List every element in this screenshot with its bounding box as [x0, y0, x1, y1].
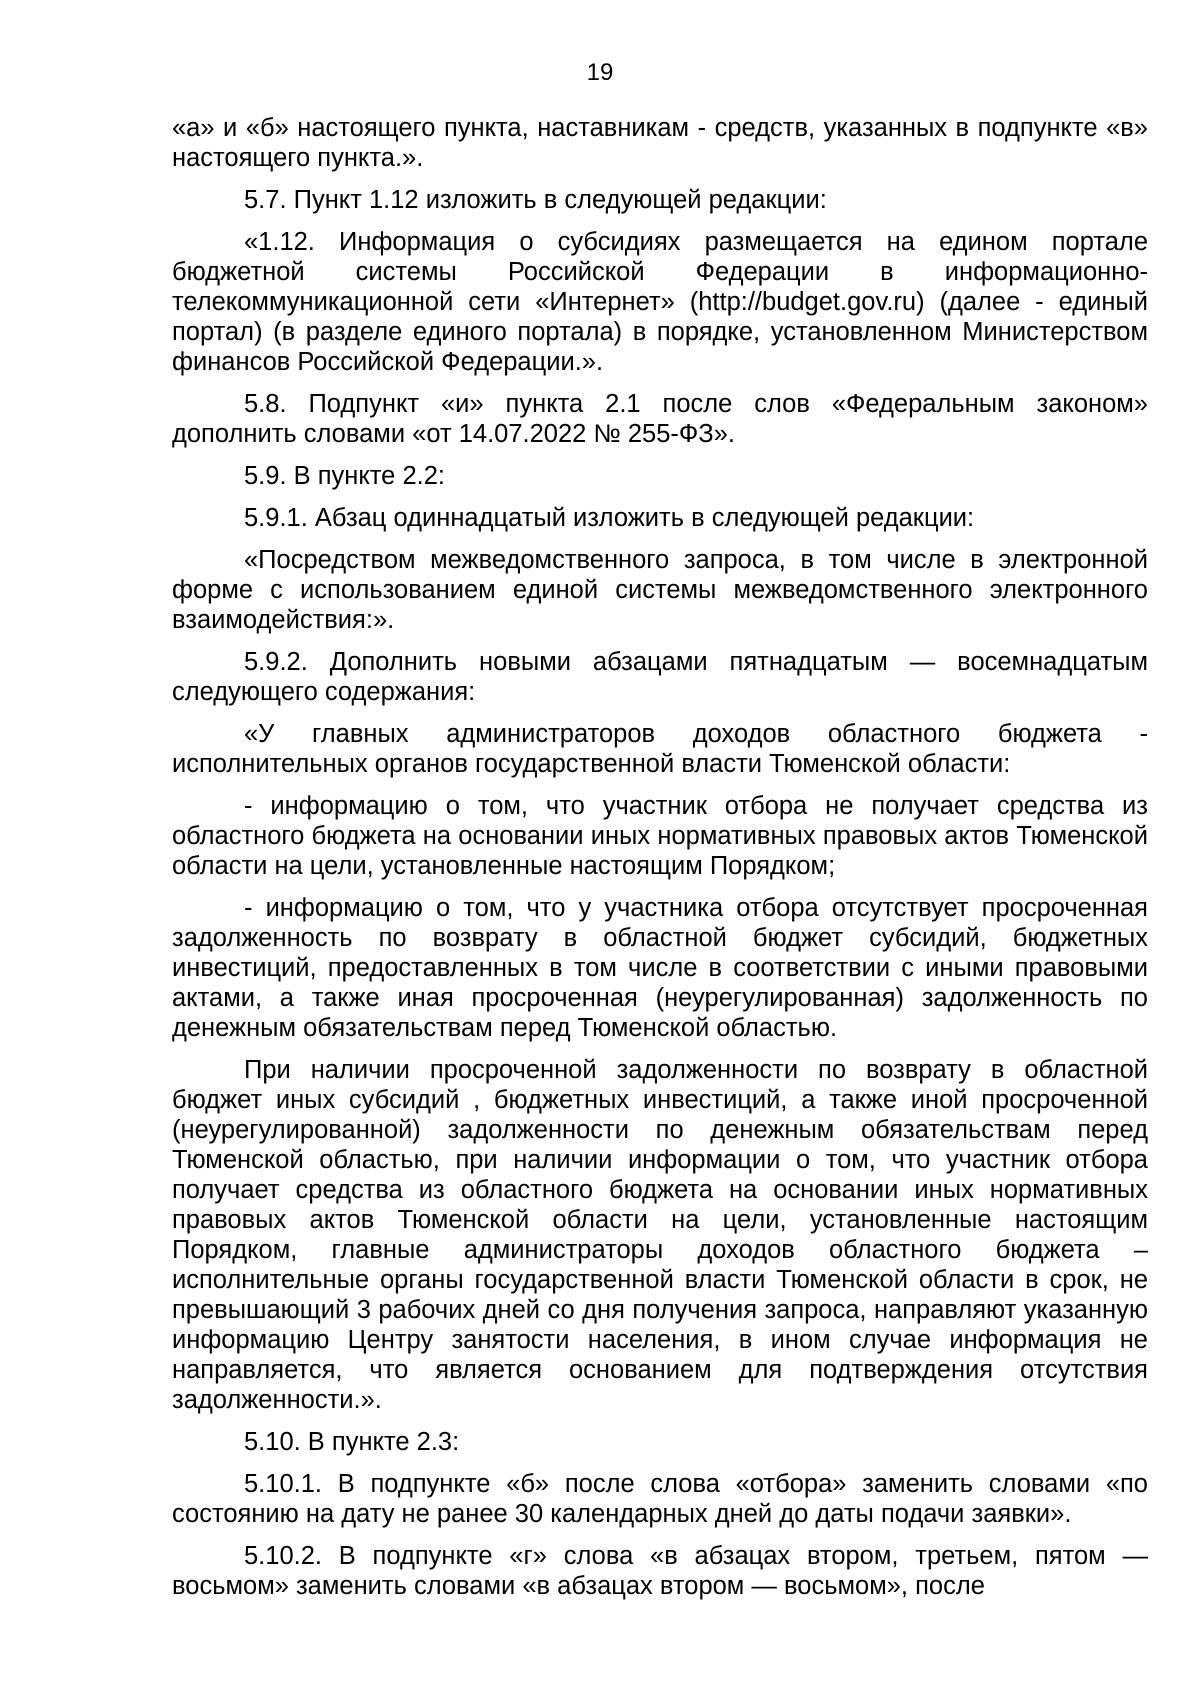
- paragraph-5-8: 5.8. Подпункт «и» пункта 2.1 после слов «Федеральным законом» дополнить словами «от 14.07.2022 № 255-ФЗ».: [172, 390, 1148, 448]
- paragraph-5-10-2: 5.10.2. В подпункте «г» слова «в абзацах втором, третьем, пятом — восьмом» заменить словами «в абзацах втором — восьмом», после: [172, 1542, 1148, 1600]
- paragraph-bullet-debt-info: - информацию о том, что у участника отбора отсутствует просроченная задолженность по возврату в областной бюджет субсидий, бюджетных инвестиций, предоставленных в том числе в соответствии с иными правовыми актами, а также иная просроченная (неурегулированная) задолженность по денежным обязательствам перед Тюменской областью.: [172, 894, 1148, 1042]
- paragraph-5-10-1: 5.10.1. В подпункте «б» после слова «отбора» заменить словами «по состоянию на дату не ранее 30 календарных дней до даты подачи заявки».: [172, 1470, 1148, 1528]
- paragraph-interagency-request: «Посредством межведомственного запроса, в том числе в электронной форме с использованием единой системы межведомственного электронного взаимодействия:».: [172, 546, 1148, 634]
- paragraph-bullet-funds-info: - информацию о том, что участник отбора не получает средства из областного бюджета на основании иных нормативных правовых актов Тюменской области на цели, установленные настоящим Порядком;: [172, 792, 1148, 880]
- paragraph-overdue-debt: При наличии просроченной задолженности по возврату в областной бюджет иных субсидий , бюджетных инвестиций, а также иной просроченной (неурегулированной) задолженности по денежным обязательствам перед Тюменской областью, при наличии информации о том, что участник отбора получает средства из областного бюджета на основании иных нормативных правовых актов Тюменской области на цели, установленные настоящим Порядком, главные администраторы доходов областного бюджета – исполнительные органы государственной власти Тюменской области в срок, не превышающий 3 рабочих дней со дня получения запроса, направляют указанную информацию Центру занятости населения, в ином случае информация не направляется, что является основанием для подтверждения отсутствия задолженности.».: [172, 1056, 1148, 1414]
- paragraph-5-9-1: 5.9.1. Абзац одиннадцатый изложить в следующей редакции:: [244, 504, 975, 532]
- paragraph-revenue-administrators: «У главных администраторов доходов областного бюджета - исполнительных органов государственной власти Тюменской области:: [172, 720, 1148, 778]
- paragraph-continuation: «а» и «б» настоящего пункта, наставникам - средств, указанных в подпункте «в» настоящего пункта.».: [172, 114, 1148, 172]
- page-number: 19: [586, 59, 614, 86]
- paragraph-1-12-text: «1.12. Информация о субсидиях размещается на едином портале бюджетной системы Российской Федерации в информационно-телекоммуникационной сети «Интернет» (http://budget.gov.ru) (далее - единый портал) (в разделе единого портала) в порядке, установленном Министерством финансов Российской Федерации.».: [172, 228, 1148, 376]
- paragraph-5-10: 5.10. В пункте 2.3:: [244, 1428, 460, 1456]
- paragraph-5-9-2: 5.9.2. Дополнить новыми абзацами пятнадцатым — восемнадцатым следующего содержания:: [172, 648, 1148, 706]
- paragraph-5-9: 5.9. В пункте 2.2:: [244, 462, 445, 490]
- document-body: [172, 113, 1148, 1613]
- paragraph-5-7: 5.7. Пункт 1.12 изложить в следующей редакции:: [244, 186, 827, 214]
